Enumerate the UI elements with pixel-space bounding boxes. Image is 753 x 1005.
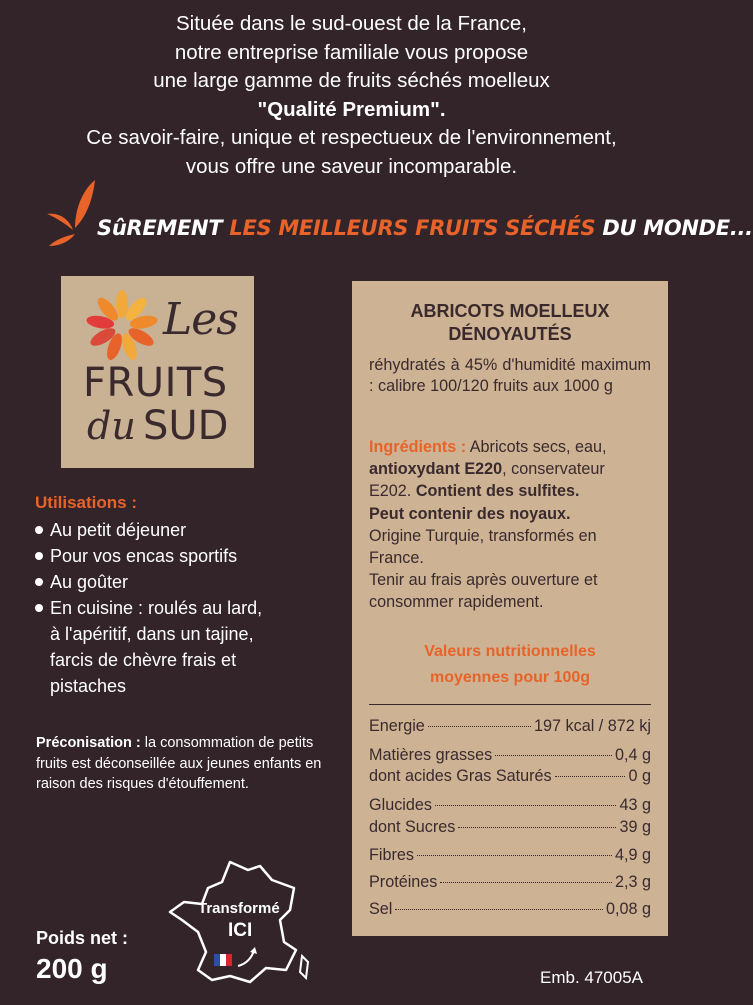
table-row: [369, 900, 651, 924]
uses-title: Utilisations :: [35, 493, 138, 512]
table-row: [369, 767, 651, 791]
pits-warning: Peut contenir des noyaux.: [369, 504, 571, 523]
product-description: réhydratés à 45% d'humidité maximum : calibre 100/120 fruits aux 1000 g: [369, 356, 651, 395]
table-row: [369, 873, 651, 897]
list-item: Au petit déjeuner: [35, 517, 335, 543]
nutrient-value: 0,08 g: [605, 900, 651, 918]
slogan-part: DU MONDE...: [602, 216, 753, 240]
storage-text: Tenir au frais après ouverture et consommer rapidement.: [369, 571, 598, 612]
table-row: [369, 818, 651, 842]
net-weight-value: 200 g: [36, 953, 108, 984]
table-row: [369, 846, 651, 870]
ingredients-text: Abricots secs, eau,: [469, 438, 607, 456]
logo-fruits: FRUITS: [83, 360, 228, 406]
preconisation-label: Préconisation :: [36, 735, 141, 751]
nutrition-title-line: Valeurs nutritionnelles: [424, 643, 596, 660]
nutrient-label: dont Sucres: [369, 818, 456, 836]
allergen-text: Contient des sulfites.: [415, 482, 580, 501]
intro-line: une large gamme de fruits séchés moelleux: [153, 69, 550, 93]
nutrition-title: [352, 639, 668, 691]
table-row: [369, 717, 651, 741]
nutrient-label: Sel: [369, 900, 393, 918]
nutrient-value: 4,9 g: [614, 846, 651, 864]
product-title: [352, 300, 668, 346]
table-row: [369, 796, 651, 820]
uses-continuation: [35, 621, 335, 699]
origin-text: Origine Turquie, transformés en France.: [369, 526, 597, 568]
logo-les: Les: [163, 294, 238, 345]
nutrient-label: Glucides: [369, 796, 432, 814]
ingredients-text: , conservateur E202.: [369, 460, 605, 501]
brand-logo: [61, 276, 254, 468]
net-weight-label: Poids net :: [36, 928, 129, 948]
made-here-badge: [168, 858, 318, 988]
preconisation: [36, 733, 326, 795]
product-title-line: DÉNOYAUTÉS: [448, 324, 572, 344]
nutrient-label: dont acides Gras Saturés: [369, 767, 552, 785]
nutrient-label: Fibres: [369, 846, 414, 864]
intro-line-premium: "Qualité Premium".: [257, 97, 446, 121]
list-item: Au goûter: [35, 569, 335, 595]
leaves-icon: [45, 178, 105, 248]
list-item-continuation: farcis de chèvre frais et: [50, 650, 237, 670]
intro-line: Ce savoir-faire, unique et respectueux de l'environnement,: [86, 126, 617, 150]
intro-line: notre entreprise familiale vous propose: [174, 40, 529, 64]
product-title-line: ABRICOTS MOELLEUX: [410, 301, 610, 321]
intro-line: vous offre une saveur incomparable.: [185, 154, 518, 178]
nutrient-value: 2,3 g: [614, 873, 651, 891]
intro-line: Située dans le sud-ouest de la France,: [176, 12, 527, 35]
badge-line2: ICI: [228, 920, 253, 941]
logo-du: du: [87, 404, 136, 448]
slogan-part: SûREMENT: [97, 216, 223, 240]
intro-text: [0, 10, 703, 182]
nutrient-value: 39 g: [619, 818, 651, 836]
slogan-banner: [45, 178, 753, 258]
ingredients-block: [369, 436, 651, 614]
nutrient-label: Protéines: [369, 873, 438, 891]
uses-list: [35, 517, 335, 621]
packer-code: Emb. 47005A: [540, 968, 644, 987]
preconisation-text: la consommation de petits fruits est déconseillée aux jeunes enfants en raison des risques d'étouffement.: [36, 735, 322, 792]
list-item-continuation: pistaches: [50, 676, 127, 696]
list-item: En cuisine : roulés au lard,: [35, 595, 335, 621]
divider: [369, 704, 651, 705]
nutrition-title-line: moyennes pour 100g: [429, 669, 591, 686]
nutrient-value: 0 g: [628, 767, 651, 785]
logo-sud: SUD: [143, 403, 229, 449]
nutrient-value: 43 g: [619, 796, 651, 814]
list-item-continuation: à l'apéritif, dans un tajine,: [50, 624, 254, 644]
slogan-text: [97, 216, 753, 240]
badge-line1: Transformé: [198, 900, 280, 917]
uses-section: [35, 493, 335, 699]
nutrient-value: 0,4 g: [614, 746, 651, 764]
list-item: Pour vos encas sportifs: [35, 543, 335, 569]
product-panel: [352, 281, 668, 936]
net-weight: [36, 928, 128, 985]
antioxidant-text: antioxydant E220: [369, 460, 503, 479]
slogan-part-highlight: LES MEILLEURS FRUITS SÉCHÉS: [229, 216, 596, 240]
sun-flower-icon: [77, 286, 167, 366]
nutrient-value: 197 kcal / 872 kj: [534, 717, 651, 735]
nutrient-label: Energie: [369, 717, 425, 735]
ingredients-label: Ingrédients :: [369, 438, 467, 456]
nutrient-label: Matières grasses: [369, 746, 493, 764]
